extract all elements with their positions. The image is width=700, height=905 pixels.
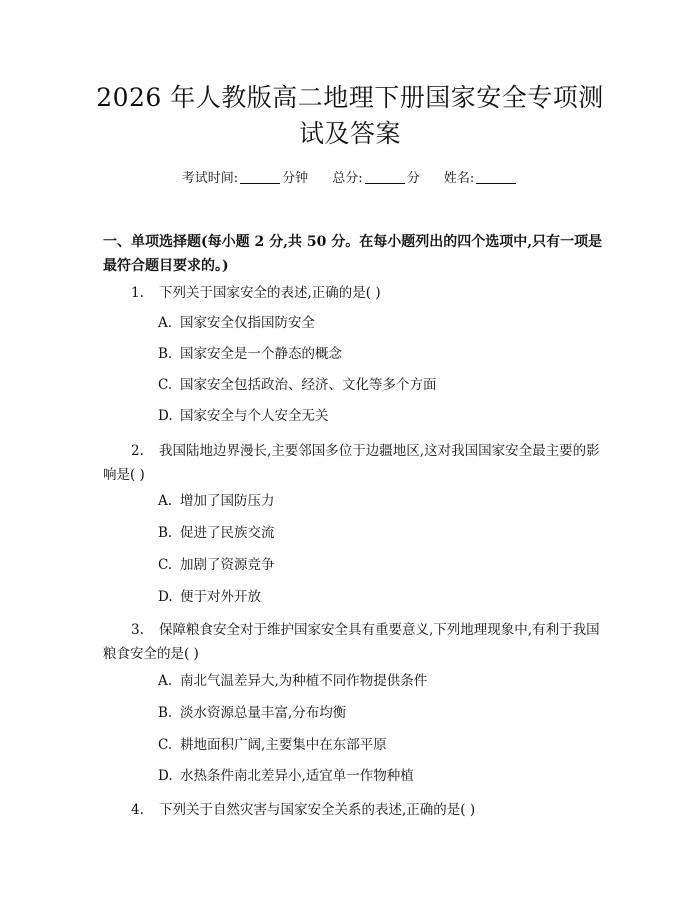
- exam-time-unit: 分钟: [282, 171, 309, 186]
- total-score-blank: [365, 170, 405, 184]
- option-letter: C.: [158, 557, 173, 573]
- option-text: 国家安全与个人安全无关: [180, 408, 329, 424]
- option-letter: A.: [158, 673, 173, 689]
- option-1d: [158, 406, 329, 426]
- option-2a: [158, 491, 275, 511]
- question-text: 我国陆地边界漫长,主要邻国多位于边疆地区,这对我国国家安全最主要的影响是( ): [103, 443, 600, 483]
- exam-time: [182, 171, 313, 186]
- page-title: [60, 80, 640, 152]
- option-text: 南北气温差异大,为种植不同作物提供条件: [180, 673, 428, 689]
- option-2b: [158, 523, 275, 543]
- option-letter: A.: [158, 493, 173, 509]
- option-text: 国家安全是一个静态的概念: [180, 346, 342, 362]
- question-text: 下列关于自然灾害与国家安全关系的表述,正确的是( ): [159, 802, 476, 818]
- option-text: 加剧了资源竞争: [180, 557, 275, 573]
- name-blank: [476, 170, 516, 184]
- name-label: 姓名:: [443, 171, 475, 186]
- option-text: 增加了国防压力: [180, 493, 275, 509]
- option-1c: [158, 375, 437, 395]
- exam-time-blank: [240, 170, 280, 184]
- option-text: 国家安全包括政治、经济、文化等多个方面: [180, 377, 437, 393]
- question-number: 3.: [131, 622, 144, 638]
- total-score: [332, 171, 424, 186]
- option-2d: [158, 587, 261, 607]
- exam-time-label: 考试时间:: [181, 171, 239, 186]
- option-3b: [158, 703, 346, 723]
- option-text: 耕地面积广阔,主要集中在东部平原: [180, 737, 387, 753]
- question-text: 下列关于国家安全的表述,正确的是( ): [159, 285, 381, 301]
- option-1b: [158, 344, 342, 364]
- student-name: [444, 171, 518, 186]
- option-text: 淡水资源总量丰富,分布均衡: [180, 705, 347, 721]
- option-letter: B.: [158, 525, 173, 541]
- option-letter: D.: [158, 589, 173, 605]
- question-number: 2.: [131, 443, 144, 459]
- option-2c: [158, 555, 275, 575]
- exam-meta: [0, 170, 700, 188]
- question-3: [103, 618, 603, 666]
- question-4: [103, 798, 603, 822]
- question-number: 4.: [131, 802, 144, 818]
- option-letter: D.: [158, 408, 173, 424]
- option-letter: B.: [158, 346, 173, 362]
- section-heading: 一、单项选择题(每小题 2 分,共 50 分。在每小题列出的四个选项中,只有一项是最符合题目要求的。): [103, 234, 603, 274]
- question-1: [103, 281, 603, 305]
- total-score-unit: 分: [406, 171, 420, 186]
- title-line-1: 2026 年人教版高二地理下册国家安全专项测: [96, 83, 604, 112]
- option-3a: [158, 671, 427, 691]
- question-text: 保障粮食安全对于维护国家安全具有重要意义,下列地理现象中,有利于我国粮食安全的是( ): [103, 622, 600, 662]
- total-score-label: 总分:: [332, 171, 363, 186]
- title-line-2: 试及答案: [298, 119, 401, 148]
- option-text: 国家安全仅指国防安全: [180, 315, 315, 331]
- option-letter: A.: [158, 315, 173, 331]
- option-text: 促进了民族交流: [180, 525, 275, 541]
- question-number: 1.: [131, 285, 144, 301]
- option-text: 便于对外开放: [180, 589, 261, 605]
- option-3c: [158, 735, 387, 755]
- question-2: [103, 439, 603, 487]
- option-letter: B.: [158, 705, 173, 721]
- option-letter: C.: [158, 377, 173, 393]
- option-letter: C.: [158, 737, 173, 753]
- option-text: 水热条件南北差异小,适宜单一作物种植: [180, 768, 414, 784]
- option-letter: D.: [158, 768, 173, 784]
- option-3d: [158, 766, 414, 786]
- option-1a: [158, 313, 315, 333]
